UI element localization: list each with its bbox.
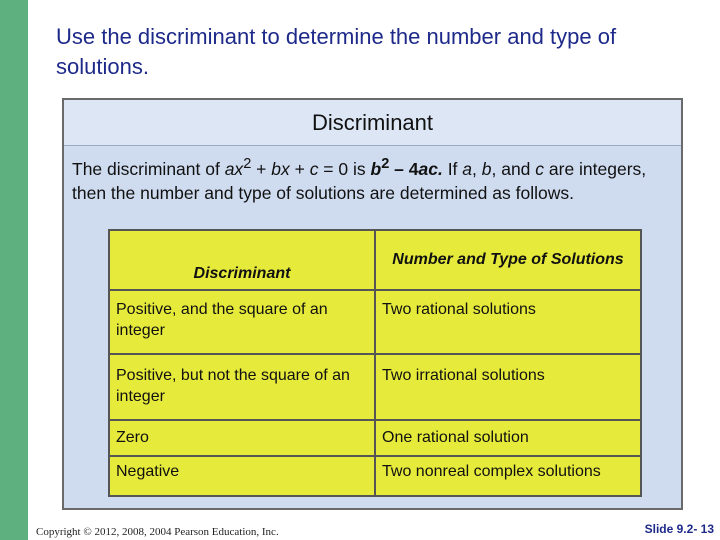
cell-solutions: Two rational solutions [375,290,641,354]
discriminant-table [108,229,642,497]
table-row [109,420,641,456]
slide-number: Slide 9.2- 13 [644,522,714,536]
desc-text: + [289,158,310,179]
desc-exponent: 2 [243,156,252,172]
desc-text: – 4 [389,158,419,179]
copyright-notice: Copyright © 2012, 2008, 2004 Pearson Education, Inc. [36,526,279,538]
desc-term-ac: ac. [418,158,443,179]
left-accent-bar [0,0,28,540]
slide-title: Use the discriminant to determine the number and type of solutions. [56,24,617,79]
desc-var-a: a [462,158,473,179]
desc-text: , and [491,158,536,179]
desc-term-c: c [309,158,319,179]
header-discriminant: Discriminant [109,230,375,290]
cell-discriminant: Zero [109,420,375,456]
table-row [109,456,641,496]
desc-var-c: c [535,158,545,179]
desc-text: = 0 is [318,158,371,179]
cell-solutions: Two nonreal complex solutions [375,456,641,496]
desc-exponent: 2 [381,156,390,172]
table-header-row [109,230,641,290]
cell-discriminant: Positive, but not the square of an integer [109,354,375,420]
desc-term-b: b [370,158,382,179]
desc-term-bx: bx [271,158,290,179]
panel-header [64,100,681,146]
desc-text: + [251,158,272,179]
desc-text: are integers, then the number and type of solutions are determined as follows. [72,158,647,203]
table-row [109,354,641,420]
cell-solutions: Two irrational solutions [375,354,641,420]
cell-discriminant: Negative [109,456,375,496]
desc-term-ax: ax [224,158,244,179]
table-row [109,290,641,354]
desc-var-b: b [481,158,492,179]
desc-text: , [472,158,482,179]
desc-text: The discriminant of [72,158,225,179]
panel-header-label: Discriminant [311,110,434,135]
panel-description [72,152,672,205]
cell-solutions: One rational solution [375,420,641,456]
header-solutions: Number and Type of Solutions [375,230,641,290]
cell-discriminant: Positive, and the square of an integer [109,290,375,354]
desc-text: If [442,158,463,179]
